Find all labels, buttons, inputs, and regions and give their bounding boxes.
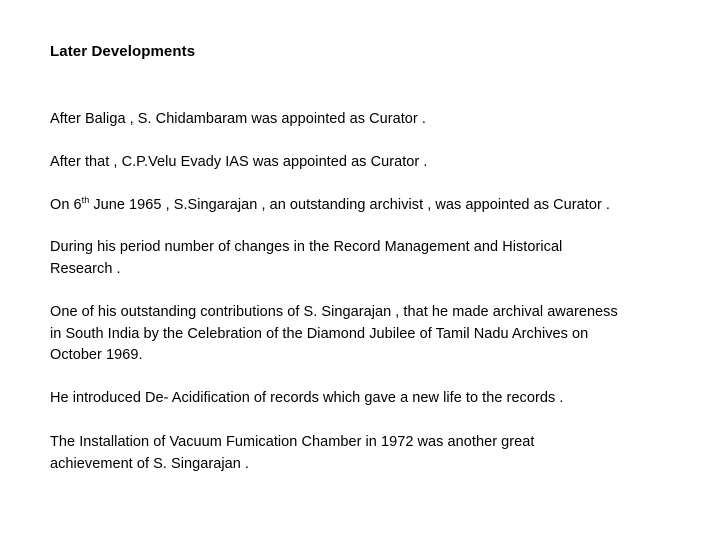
paragraph-contributions [50, 302, 700, 367]
paragraph-text: After Baliga , S. Chidambaram was appointed as Curator . [50, 111, 426, 127]
paragraph-text-end: June 1965 , S.Singarajan , an outstanding archivist , was appointed as Curator . [89, 197, 610, 213]
paragraph-curator-chidambaram [50, 109, 700, 131]
paragraph-line: One of his outstanding contributions of S. Singarajan , that he made archival awareness [50, 304, 618, 320]
paragraph-line: During his period number of changes in the Record Management and Historical [50, 239, 563, 255]
paragraph-line: October 1969. [50, 347, 143, 364]
paragraph-line: in South India by the Celebration of the Diamond Jubilee of Tamil Nadu Archives on [50, 325, 589, 342]
ordinal-suffix: th [81, 195, 90, 206]
paragraph-vacuum-fumication [50, 432, 700, 475]
paragraph-de-acidification [50, 388, 700, 410]
paragraph-record-management [50, 237, 700, 280]
paragraph-line: achievement of S. Singarajan . [50, 455, 249, 472]
paragraph-curator-singarajan [50, 195, 700, 217]
paragraph-text: He introduced De- Acidification of records which gave a new life to the records . [50, 390, 564, 406]
paragraph-line: The Installation of Vacuum Fumication Chamber in 1972 was another great [50, 434, 535, 450]
paragraph-line: Research . [50, 260, 121, 277]
paragraph-text: After that , C.P.Velu Evady IAS was appointed as Curator . [50, 154, 428, 170]
slide-title: Later Developments [50, 43, 196, 60]
paragraph-text-start: On 6 [50, 197, 82, 213]
paragraph-curator-velu-evady [50, 152, 700, 174]
